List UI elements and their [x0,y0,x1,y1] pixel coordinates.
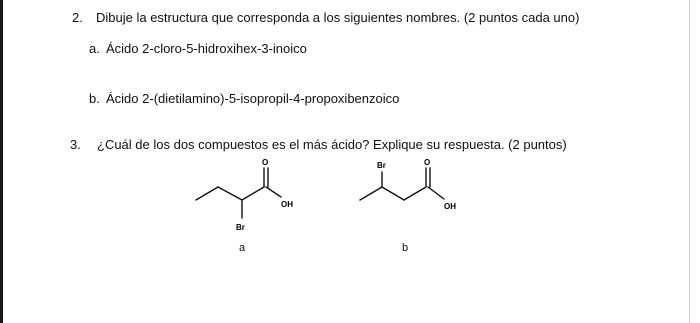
item-text: Ácido 2-cloro-5-hidroxihex-3-inoico [106,41,307,56]
item-text: Ácido 2-(dietilamino)-5-isopropil-4-propoxibenzoico [106,91,400,106]
structure-b-label: b [402,242,409,254]
atom-o: O [262,158,269,167]
structure-b [350,150,480,260]
question-2 [72,10,580,26]
atom-oh: OH [281,200,293,209]
structure-a [190,150,320,260]
structure-a-label: a [239,242,246,254]
question-2-number: 2. [72,10,83,25]
atom-br: Br [377,161,386,170]
question-3 [70,137,567,153]
left-border [0,0,3,323]
question-2-item-b [89,91,400,107]
question-2-item-a [89,41,307,57]
structure-a-skeleton [190,150,320,260]
question-2-text: Dibuje la estructura que corresponda a los siguientes nombres. (2 puntos cada uno) [96,10,580,25]
atom-o: O [424,158,431,167]
item-letter: a. [89,41,100,56]
item-letter: b. [89,91,100,106]
question-3-text: ¿Cuál de los dos compuestos es el más ácido? Explique su respuesta. (2 puntos) [97,137,567,152]
atom-oh: OH [444,202,456,211]
atom-br: Br [236,223,245,232]
question-3-number: 3. [70,137,81,152]
right-border [689,0,690,323]
structure-b-skeleton [350,150,480,260]
